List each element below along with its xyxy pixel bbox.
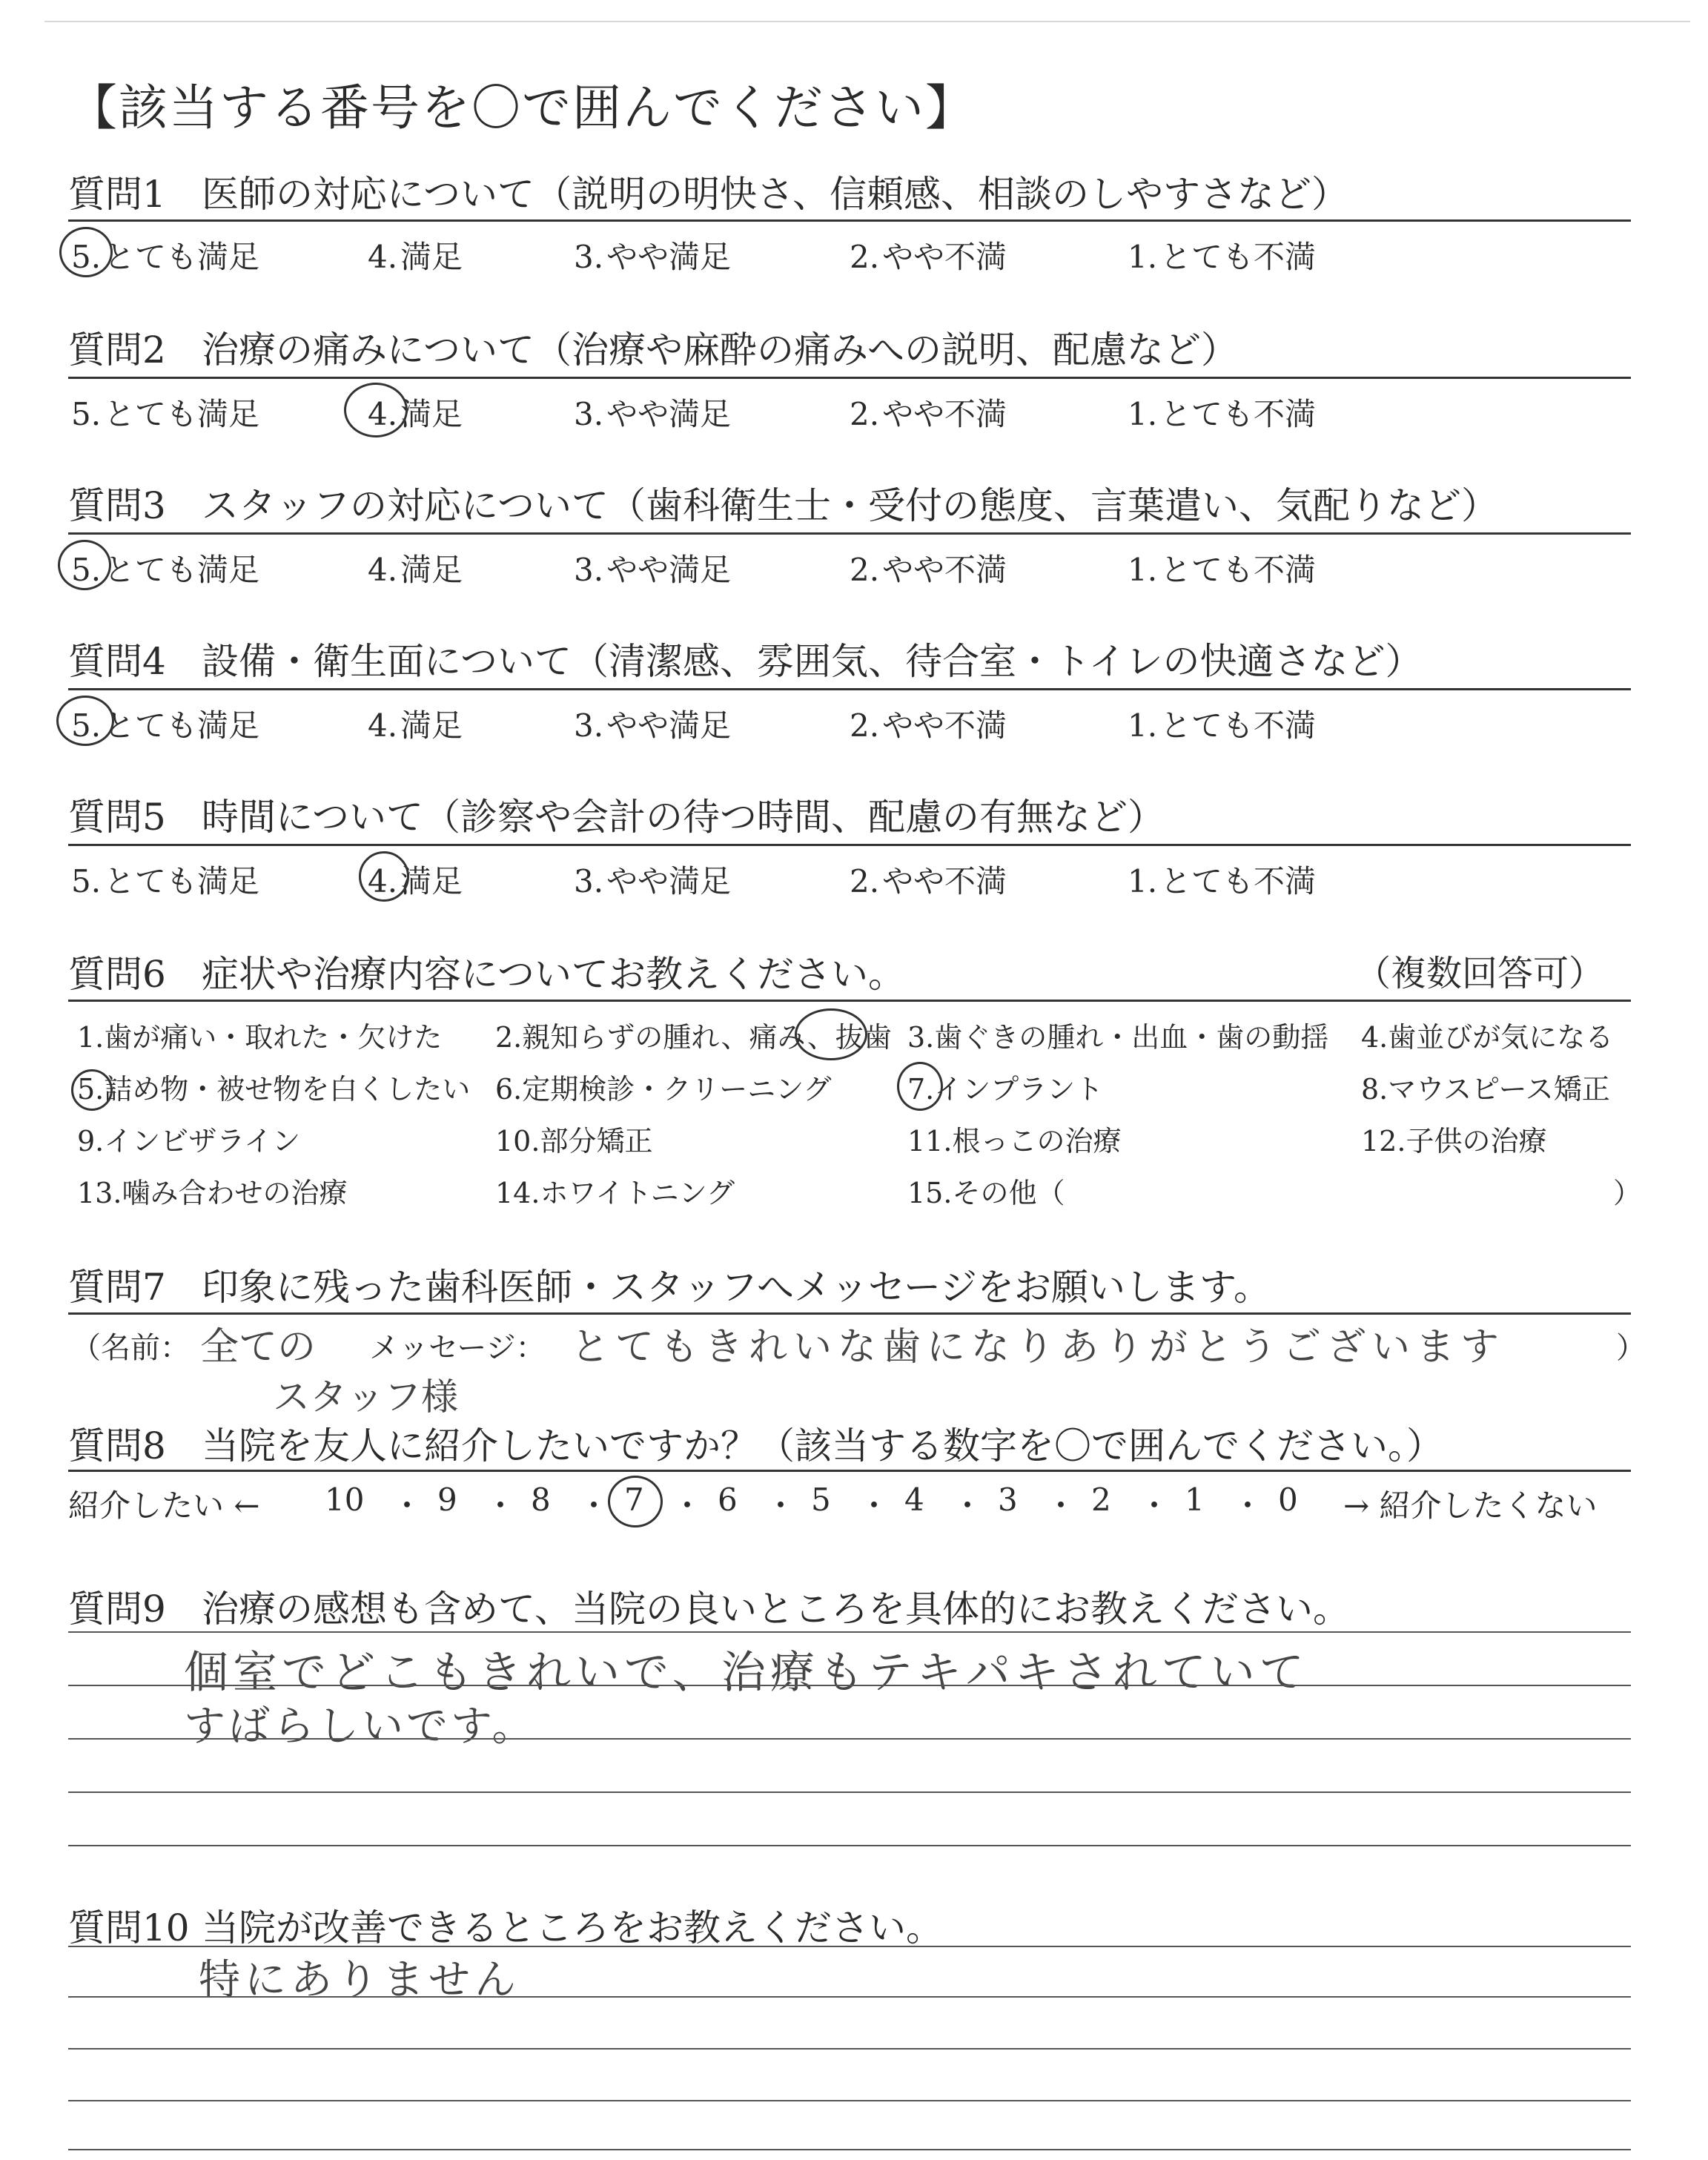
question-text: 医師の対応について（説明の明快さ、信頼感、相談のしやすさなど） [202, 173, 1348, 216]
question-text: 当院を友人に紹介したいですか？（該当する数字を〇で囲んでください。） [202, 1424, 1443, 1467]
option-3[interactable]: 3.やや満足 [574, 239, 732, 275]
question-text: 治療の痛みについて（治療や麻酔の痛みへの説明、配慮など） [202, 328, 1238, 371]
scale-right-label: → 紹介したくない [1343, 1487, 1598, 1524]
option-5[interactable]: 5.とても満足 [71, 863, 260, 899]
symptom-item[interactable]: 5.詰め物・被せ物を白くしたい [77, 1073, 471, 1106]
scale-value[interactable]: 6 [718, 1482, 738, 1518]
rating-options-q5 [71, 857, 1634, 902]
question-text: 当院が改善できるところをお教えください。 [202, 1906, 943, 1949]
question-rule [68, 688, 1631, 690]
symptom-item[interactable]: 15.その他（ [907, 1177, 1065, 1209]
symptom-item[interactable]: 2.親知らずの腫れ、痛み、抜歯 [495, 1021, 892, 1054]
answer-line [68, 2149, 1631, 2150]
answer-line [68, 1631, 1631, 1633]
symptom-item[interactable]: 6.定期検診・クリーニング [495, 1073, 832, 1106]
scale-separator: ・ [1232, 1487, 1264, 1524]
option-4[interactable]: 4.満足 [368, 396, 463, 432]
question-rule [68, 1312, 1631, 1315]
scale-separator: ・ [858, 1487, 890, 1524]
question-number: 質問5 [68, 796, 166, 839]
scale-separator: ・ [485, 1487, 517, 1524]
option-3[interactable]: 3.やや満足 [574, 707, 732, 744]
option-4[interactable]: 4.満足 [368, 707, 463, 744]
scale-separator: ・ [1139, 1487, 1171, 1524]
symptom-item[interactable]: 10.部分矯正 [495, 1125, 653, 1157]
question-number: 質問7 [68, 1266, 166, 1309]
question-text: スタッフの対応について（歯科衛生士・受付の態度、言葉遣い、気配りなど） [202, 484, 1498, 527]
multiple-answers-note: （複数回答可） [1354, 953, 1604, 994]
scale-separator: ・ [1045, 1487, 1077, 1524]
option-1[interactable]: 1.とても不満 [1128, 707, 1317, 744]
name-value-continued[interactable]: スタッフ様 [273, 1375, 458, 1418]
question-5 [68, 787, 1165, 841]
option-4[interactable]: 4.満足 [368, 863, 463, 899]
name-value[interactable]: 全ての [200, 1325, 317, 1370]
option-2[interactable]: 2.やや不満 [850, 707, 1007, 744]
question-6 [68, 945, 905, 998]
form-title: 【該当する番号を〇で囲んでください】 [68, 79, 976, 136]
answer-line [68, 2048, 1631, 2050]
option-1[interactable]: 1.とても不満 [1128, 863, 1317, 899]
option-3[interactable]: 3.やや満足 [574, 552, 732, 588]
option-2[interactable]: 2.やや不満 [850, 396, 1007, 432]
question-2 [68, 320, 1238, 374]
answer-line [68, 2100, 1631, 2101]
symptom-item[interactable]: 7.インプラント [907, 1073, 1104, 1106]
selection-circle [344, 383, 408, 437]
scale-separator: ・ [952, 1487, 984, 1524]
option-3[interactable]: 3.やや満足 [574, 396, 732, 432]
question-rule [68, 1000, 1631, 1002]
scale-value[interactable]: 0 [1278, 1482, 1298, 1518]
option-1[interactable]: 1.とても不満 [1128, 396, 1317, 432]
question-number: 質問2 [68, 328, 166, 371]
selection-circle [608, 1476, 663, 1527]
scale-value[interactable]: 1 [1185, 1482, 1205, 1518]
selection-circle [897, 1062, 943, 1111]
option-2[interactable]: 2.やや不満 [850, 239, 1007, 275]
symptom-item[interactable]: 13.噛み合わせの治療 [77, 1177, 348, 1209]
question-text: 時間について（診察や会計の待つ時間、配慮の有無など） [202, 796, 1165, 839]
question-3 [68, 476, 1498, 529]
scale-value[interactable]: 3 [998, 1482, 1018, 1518]
option-2[interactable]: 2.やや不満 [850, 552, 1007, 588]
question-number: 質問9 [68, 1588, 166, 1631]
selection-circle [795, 1008, 867, 1060]
option-4[interactable]: 4.満足 [368, 552, 463, 588]
selection-circle [359, 851, 409, 902]
answer-text-line-2[interactable]: すばらしいです。 [184, 1702, 537, 1751]
message-close-paren: ） [1616, 1331, 1646, 1365]
rating-options-q3 [71, 546, 1634, 590]
scale-value[interactable]: 5 [811, 1482, 831, 1518]
option-1[interactable]: 1.とても不満 [1128, 552, 1317, 588]
question-rule [68, 377, 1631, 379]
rating-options-q4 [71, 701, 1634, 746]
question-text: 治療の感想も含めて、当院の良いところを具体的にお教えください。 [202, 1588, 1350, 1631]
question-number: 質問1 [68, 173, 166, 216]
scale-value[interactable]: 9 [437, 1482, 457, 1518]
symptom-item[interactable]: 1.歯が痛い・取れた・欠けた [77, 1021, 443, 1054]
question-number: 質問4 [68, 640, 166, 683]
scale-separator: ・ [391, 1487, 423, 1524]
question-10 [68, 1898, 943, 1952]
message-value[interactable]: とてもきれいな歯になりありがとうございます [571, 1325, 1506, 1370]
option-2[interactable]: 2.やや不満 [850, 863, 1007, 899]
other-close-paren: ） [1613, 1177, 1642, 1209]
scale-separator: ・ [578, 1487, 610, 1524]
question-text: 設備・衛生面について（清潔感、雰囲気、待合室・トイレの快適さなど） [202, 640, 1423, 683]
selection-circle [59, 227, 113, 277]
question-number: 質問3 [68, 484, 166, 527]
question-text: 症状や治療内容についてお教えください。 [202, 953, 905, 996]
symptom-item[interactable]: 8.マウスピース矯正 [1361, 1073, 1610, 1106]
symptom-item[interactable]: 12.子供の治療 [1361, 1125, 1547, 1157]
answer-line [68, 1791, 1631, 1793]
question-rule [68, 1470, 1631, 1472]
question-4 [68, 632, 1423, 685]
question-number: 質問10 [68, 1906, 190, 1949]
selection-circle [58, 540, 111, 590]
answer-line [68, 1685, 1631, 1686]
scale-separator: ・ [765, 1487, 797, 1524]
question-8 [68, 1416, 1443, 1470]
selection-circle [71, 1069, 113, 1111]
rating-options-q2 [71, 390, 1634, 435]
scale-value[interactable]: 10 [325, 1482, 365, 1518]
option-5[interactable]: 5.とても満足 [71, 239, 260, 275]
question-rule [68, 219, 1631, 222]
question-number: 質問8 [68, 1424, 166, 1467]
option-5[interactable]: 5.とても満足 [71, 552, 260, 588]
scale-value[interactable]: 4 [904, 1482, 924, 1518]
option-5[interactable]: 5.とても満足 [71, 396, 260, 432]
scale-left-label: 紹介したい ← [68, 1487, 260, 1524]
question-number: 質問6 [68, 953, 166, 996]
question-text: 印象に残った歯科医師・スタッフへメッセージをお願いします。 [202, 1266, 1271, 1309]
question-7 [68, 1258, 1271, 1311]
option-4[interactable]: 4.満足 [368, 239, 463, 275]
answer-line [68, 1845, 1631, 1846]
option-3[interactable]: 3.やや満足 [574, 863, 732, 899]
question-1 [68, 165, 1348, 218]
answer-line [68, 1738, 1631, 1740]
option-5[interactable]: 5.とても満足 [71, 707, 260, 744]
scale-value[interactable]: 8 [531, 1482, 551, 1518]
symptom-item[interactable]: 14.ホワイトニング [495, 1177, 735, 1209]
scale-value[interactable]: 2 [1091, 1482, 1111, 1518]
question-9 [68, 1579, 1350, 1633]
rating-options-q1 [71, 233, 1634, 277]
symptom-item[interactable]: 4.歯並びが気になる [1361, 1021, 1614, 1054]
scale-separator: ・ [672, 1487, 704, 1524]
top-border [44, 21, 1690, 22]
question-rule [68, 844, 1631, 846]
symptom-item[interactable]: 3.歯ぐきの腫れ・出血・歯の動揺 [907, 1021, 1329, 1054]
answer-text-line-1[interactable]: 特にありません [199, 1956, 520, 2004]
question-rule [68, 532, 1631, 535]
answer-text-line-1[interactable]: 個室でどこもきれいで、治療もテキパキされていて [184, 1647, 1308, 1699]
symptom-item[interactable]: 9.インビザライン [77, 1125, 301, 1157]
scale-value[interactable]: 7 [624, 1482, 644, 1518]
answer-line [68, 1996, 1631, 1998]
option-1[interactable]: 1.とても不満 [1128, 239, 1317, 275]
selection-circle [56, 696, 114, 746]
message-label: メッセージ： [369, 1331, 546, 1365]
name-label: （名前： [71, 1331, 190, 1365]
symptom-item[interactable]: 11.根っこの治療 [907, 1125, 1122, 1157]
